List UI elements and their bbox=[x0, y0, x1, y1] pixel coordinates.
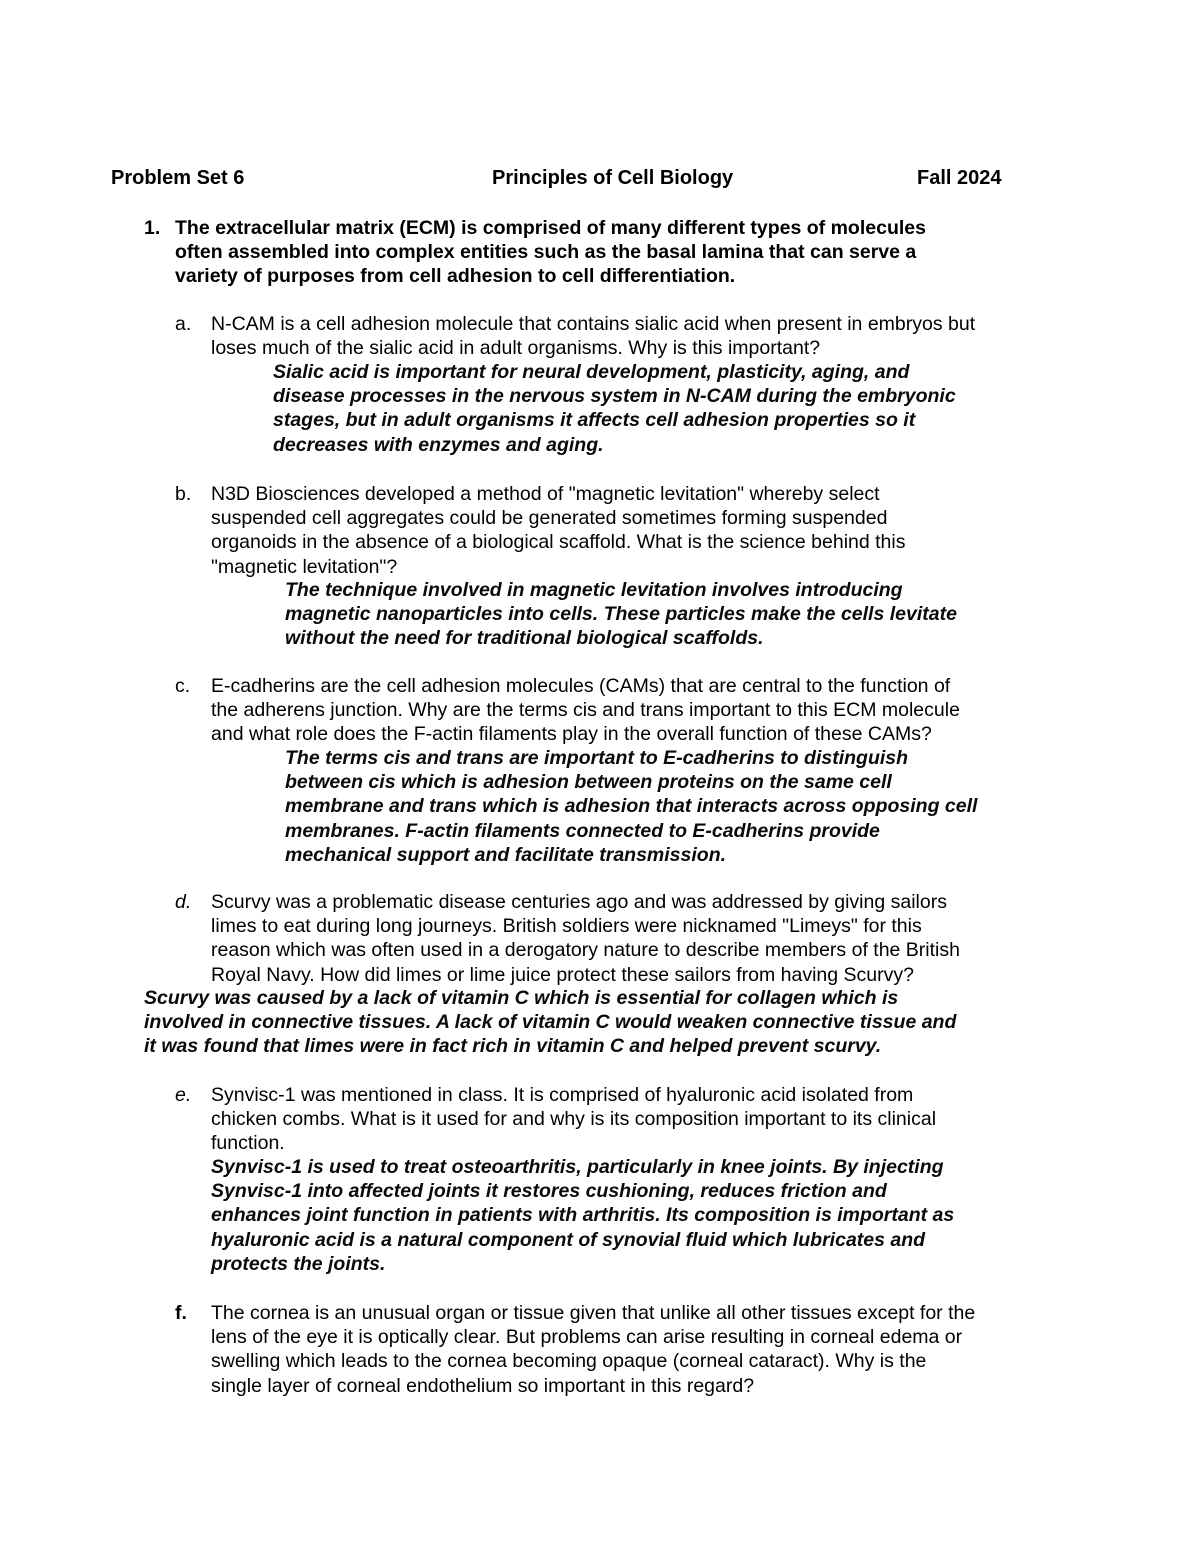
part-a-question-line: loses much of the sialic acid in adult organisms. Why is this important? bbox=[211, 337, 821, 360]
part-d-question-line: reason which was often used in a derogatory nature to describe members of the British bbox=[211, 939, 960, 962]
part-e-question-line: Synvisc-1 was mentioned in class. It is comprised of hyaluronic acid isolated from bbox=[211, 1084, 914, 1106]
part-d-answer-line: involved in connective tissues. A lack of vitamin C would weaken connective tissue and bbox=[144, 1011, 957, 1034]
part-c-answer-line: membranes. F-actin filaments connected to E-cadherins provide bbox=[285, 819, 880, 842]
problem-set-label: Problem Set 6 bbox=[111, 167, 245, 189]
part-b-question-line: organoids in the absence of a biological scaffold. What is the science behind this bbox=[211, 531, 906, 554]
part-f-question-line: lens of the eye it is optically clear. But problems can arise resulting in corneal edema or bbox=[211, 1326, 963, 1349]
part-e-question-line: function. bbox=[211, 1132, 285, 1155]
part-b-question-line: "magnetic levitation"? bbox=[211, 555, 398, 578]
part-a-answer bbox=[273, 360, 956, 457]
part-e-question-line: chicken combs. What is it used for and why is its composition important to its clinical bbox=[211, 1108, 937, 1131]
part-b-question-line: N3D Biosciences developed a method of "magnetic levitation" whereby select bbox=[211, 483, 880, 505]
question-line: variety of purposes from cell adhesion to cell differentiation. bbox=[175, 265, 736, 288]
part-b-answer bbox=[285, 578, 957, 651]
part-b-answer-line: magnetic nanoparticles into cells. These particles make the cells levitate bbox=[285, 603, 957, 626]
part-c-question-line: E-cadherins are the cell adhesion molecules (CAMs) that are central to the function of bbox=[211, 675, 951, 697]
question-prompt bbox=[175, 216, 1055, 289]
part-e-question bbox=[211, 1083, 1081, 1156]
part-a-letter: a. bbox=[175, 313, 192, 335]
part-e-answer-line: enhances joint function in patients with arthritis. Its composition is important as bbox=[211, 1204, 955, 1227]
part-e-answer bbox=[211, 1155, 954, 1276]
part-f-question-line: swelling which leads to the cornea becoming opaque (corneal cataract). Why is the bbox=[211, 1350, 927, 1373]
part-d-answer-line: Scurvy was caused by a lack of vitamin C which is essential for collagen which is bbox=[144, 987, 899, 1009]
part-e-answer-line: hyaluronic acid is a natural component of synovial fluid which lubricates and bbox=[211, 1228, 926, 1251]
part-b-question-line: suspended cell aggregates could be generated sometimes forming suspended bbox=[211, 507, 888, 530]
part-b-question bbox=[211, 482, 1081, 579]
page-header bbox=[111, 166, 1011, 192]
part-e-answer-line: protects the joints. bbox=[211, 1252, 386, 1275]
part-c-answer bbox=[285, 746, 977, 867]
part-b-answer-line: The technique involved in magnetic levitation involves introducing bbox=[285, 579, 903, 601]
part-c-question-line: the adherens junction. Why are the terms cis and trans important to this ECM molecule bbox=[211, 699, 960, 722]
part-c-answer-line: The terms cis and trans are important to E-cadherins to distinguish bbox=[285, 747, 909, 769]
part-a-answer-line: disease processes in the nervous system in N-CAM during the embryonic bbox=[273, 385, 956, 408]
part-a-answer-line: stages, but in adult organisms it affects cell adhesion properties so it bbox=[273, 409, 916, 432]
part-d-answer-line: it was found that limes were in fact rich in vitamin C and helped prevent scurvy. bbox=[144, 1035, 882, 1058]
part-f-question-line: single layer of corneal endothelium so important in this regard? bbox=[211, 1374, 755, 1397]
part-b-answer-line: without the need for traditional biological scaffolds. bbox=[285, 627, 764, 650]
part-f-question bbox=[211, 1301, 1081, 1398]
part-c-question bbox=[211, 674, 1081, 747]
question-line: The extracellular matrix (ECM) is comprised of many different types of molecules bbox=[175, 217, 926, 239]
part-d-question-line: Scurvy was a problematic disease centuries ago and was addressed by giving sailors bbox=[211, 891, 947, 913]
question-line: often assembled into complex entities such as the basal lamina that can serve a bbox=[175, 241, 917, 264]
part-d-letter: d. bbox=[175, 891, 192, 913]
part-a-answer-line: decreases with enzymes and aging. bbox=[273, 433, 604, 456]
part-a-question bbox=[211, 312, 1081, 360]
part-d-question bbox=[211, 890, 1081, 987]
question-number: 1. bbox=[144, 217, 161, 239]
part-c-question-line: and what role does the F-actin filaments play in the overall function of these CAMs? bbox=[211, 723, 932, 746]
part-e-answer-line: Synvisc-1 into affected joints it restores cushioning, reduces friction and bbox=[211, 1180, 887, 1203]
part-f-question-line: The cornea is an unusual organ or tissue given that unlike all other tissues except for the bbox=[211, 1302, 976, 1324]
course-title: Principles of Cell Biology bbox=[492, 167, 734, 189]
part-d-answer bbox=[144, 986, 956, 1059]
part-e-letter: e. bbox=[175, 1084, 192, 1106]
part-c-answer-line: between cis which is adhesion between proteins on the same cell bbox=[285, 771, 892, 794]
part-d-question-line: Royal Navy. How did limes or lime juice protect these sailors from having Scurvy? bbox=[211, 963, 914, 986]
term-label: Fall 2024 bbox=[917, 167, 1002, 189]
part-a-answer-line: Sialic acid is important for neural development, plasticity, aging, and bbox=[273, 361, 910, 383]
part-c-letter: c. bbox=[175, 675, 191, 697]
part-e-answer-line: Synvisc-1 is used to treat osteoarthritis, particularly in knee joints. By injecting bbox=[211, 1156, 944, 1178]
part-a-question-line: N-CAM is a cell adhesion molecule that contains sialic acid when present in embryos but bbox=[211, 313, 976, 335]
part-c-answer-line: membrane and trans which is adhesion that interacts across opposing cell bbox=[285, 795, 978, 818]
part-b-letter: b. bbox=[175, 483, 192, 505]
part-f-letter: f. bbox=[175, 1302, 187, 1324]
part-c-answer-line: mechanical support and facilitate transmission. bbox=[285, 843, 727, 866]
part-d-question-line: limes to eat during long journeys. British soldiers were nicknamed "Limeys" for this bbox=[211, 915, 922, 938]
